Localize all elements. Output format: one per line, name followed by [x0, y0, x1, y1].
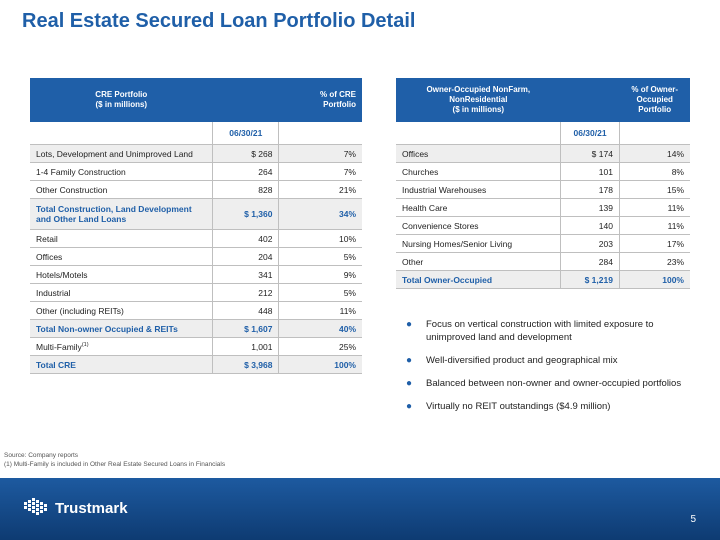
table-header	[30, 78, 362, 122]
table-row	[30, 145, 362, 163]
footnote-line: (1) Multi-Family is included in Other Real Estate Secured Loans in Financials	[4, 461, 226, 468]
row-label	[30, 145, 213, 163]
row-amount: 284	[561, 253, 620, 271]
table-row	[396, 235, 690, 253]
table-row	[30, 302, 362, 320]
date-row	[396, 122, 690, 145]
row-label	[396, 253, 561, 271]
row-label-text: Industrial	[36, 287, 71, 298]
row-percent: 25%	[279, 338, 362, 356]
row-percent: 5%	[279, 248, 362, 266]
row-percent: 7%	[279, 145, 362, 163]
row-percent: 11%	[619, 199, 690, 217]
row-label-text: Nursing Homes/Senior Living	[402, 238, 513, 249]
row-percent: 100%	[279, 356, 362, 374]
row-label	[30, 320, 213, 338]
row-percent: 11%	[279, 302, 362, 320]
row-percent: 100%	[619, 271, 690, 289]
row-label	[396, 199, 561, 217]
row-label	[30, 181, 213, 199]
table-row	[396, 217, 690, 235]
table-header	[396, 78, 690, 122]
header-pct-owner	[619, 78, 690, 122]
cre-portfolio-table	[30, 78, 362, 374]
table-row	[396, 181, 690, 199]
bullet-icon: ●	[406, 319, 413, 330]
bullet-icon: ●	[406, 401, 413, 412]
row-label-text: Convenience Stores	[402, 220, 479, 231]
date-blank	[396, 122, 561, 145]
row-amount: 1,001	[213, 338, 279, 356]
row-percent: 21%	[279, 181, 362, 199]
header-text: ($ in millions)	[95, 100, 148, 109]
row-label	[30, 338, 213, 356]
row-label-text: Offices	[402, 148, 429, 159]
row-label-text: Churches	[402, 166, 439, 177]
row-label-text: Industrial Warehouses	[402, 184, 487, 195]
row-amount: $ 1,360	[213, 199, 279, 230]
row-amount: 402	[213, 230, 279, 248]
header-text: Portfolio	[323, 100, 356, 109]
header-text: Owner-Occupied NonFarm,	[426, 85, 531, 94]
row-amount: 203	[561, 235, 620, 253]
source-note	[4, 451, 225, 469]
row-amount: 178	[561, 181, 620, 199]
row-amount: $ 1,607	[213, 320, 279, 338]
footnote-marker: (1)	[81, 341, 89, 348]
row-label	[30, 248, 213, 266]
row-amount: 264	[213, 163, 279, 181]
row-label-text: Offices	[36, 251, 63, 262]
row-label-text: Total Non-owner Occupied & REITs	[36, 323, 178, 334]
row-percent: 11%	[619, 217, 690, 235]
date-blank	[279, 122, 362, 145]
header-text: ($ in millions)	[452, 105, 505, 114]
table-row	[396, 145, 690, 163]
header-owner-occupied	[396, 78, 561, 122]
row-percent: 5%	[279, 284, 362, 302]
table-row	[30, 266, 362, 284]
table-row	[30, 320, 362, 338]
table-row	[30, 356, 362, 374]
row-label-text: Multi-Family	[36, 341, 82, 352]
bullet-text: Balanced between non-owner and owner-occupied portfolios	[426, 378, 682, 389]
row-amount: 341	[213, 266, 279, 284]
row-label	[30, 356, 213, 374]
table-row	[396, 199, 690, 217]
date-blank	[30, 122, 213, 145]
logo-text: Trustmark	[55, 499, 128, 517]
row-label	[396, 235, 561, 253]
row-label-text: 1-4 Family Construction	[36, 166, 126, 177]
row-percent: 17%	[619, 235, 690, 253]
row-percent: 34%	[279, 199, 362, 230]
header-text: % of CRE	[320, 90, 356, 99]
header-pct-cre	[279, 78, 362, 122]
date-label: 06/30/21	[561, 122, 620, 145]
owner-occupied-table	[396, 78, 690, 289]
row-label-text: Total Owner-Occupied	[402, 274, 493, 285]
page-title: Real Estate Secured Loan Portfolio Detail	[22, 10, 416, 32]
footer-bar	[0, 478, 720, 540]
row-label-text: Lots, Development and Unimproved Land	[36, 148, 193, 159]
row-amount: 448	[213, 302, 279, 320]
row-label-text: Total Construction, Land Development and Other Land Loans	[36, 204, 192, 224]
row-label-text: Other (including REITs)	[36, 305, 124, 316]
row-amount: 828	[213, 181, 279, 199]
date-label: 06/30/21	[213, 122, 279, 145]
row-amount: $ 1,219	[561, 271, 620, 289]
row-label	[30, 199, 213, 230]
company-logo	[22, 496, 128, 520]
bullet-icon: ●	[406, 378, 413, 389]
header-text: % of Owner-	[631, 85, 679, 94]
header-amount	[213, 78, 279, 122]
bullet-item	[404, 400, 694, 413]
bullet-item	[404, 318, 694, 344]
table-row	[30, 338, 362, 356]
row-label-text: Health Care	[402, 202, 448, 213]
table-row	[30, 230, 362, 248]
row-amount: $ 174	[561, 145, 620, 163]
table-row	[30, 181, 362, 199]
bullet-icon: ●	[406, 355, 413, 366]
bullet-text: Well-diversified product and geographical mix	[426, 355, 618, 366]
table-row	[30, 199, 362, 230]
row-label-text: Other Construction	[36, 184, 108, 195]
row-amount: 204	[213, 248, 279, 266]
bullet-text: Focus on vertical construction with limited exposure to unimproved land and development	[426, 319, 654, 343]
table-row	[30, 163, 362, 181]
row-percent: 40%	[279, 320, 362, 338]
row-percent: 15%	[619, 181, 690, 199]
row-percent: 9%	[279, 266, 362, 284]
header-cre-portfolio	[30, 78, 213, 122]
header-text: NonResidential	[449, 95, 508, 104]
row-label	[396, 163, 561, 181]
trustmark-logo-icon	[22, 496, 52, 520]
row-label	[30, 230, 213, 248]
row-percent: 23%	[619, 253, 690, 271]
row-amount: $ 268	[213, 145, 279, 163]
row-amount: 139	[561, 199, 620, 217]
row-amount: $ 3,968	[213, 356, 279, 374]
source-line: Source: Company reports	[4, 452, 79, 459]
row-percent: 7%	[279, 163, 362, 181]
row-label	[30, 266, 213, 284]
table-row	[396, 253, 690, 271]
row-percent: 8%	[619, 163, 690, 181]
row-percent: 14%	[619, 145, 690, 163]
header-text: Occupied	[636, 95, 673, 104]
row-label	[30, 284, 213, 302]
row-label	[30, 302, 213, 320]
row-label-text: Other	[402, 256, 424, 267]
table-row	[396, 271, 690, 289]
row-label-text: Hotels/Motels	[36, 269, 88, 280]
row-label	[30, 163, 213, 181]
date-blank	[619, 122, 690, 145]
row-amount: 101	[561, 163, 620, 181]
bullet-text: Virtually no REIT outstandings ($4.9 million)	[426, 401, 611, 412]
table-row	[30, 248, 362, 266]
header-text: CRE Portfolio	[95, 90, 148, 99]
header-amount	[561, 78, 620, 122]
page-number: 5	[690, 514, 696, 525]
bullet-item	[404, 377, 694, 390]
row-label	[396, 145, 561, 163]
row-label-text: Total CRE	[36, 359, 76, 370]
table-row	[396, 163, 690, 181]
date-row	[30, 122, 362, 145]
key-points-list	[404, 318, 694, 423]
bullet-item	[404, 354, 694, 367]
row-label	[396, 271, 561, 289]
row-amount: 212	[213, 284, 279, 302]
header-text: Portfolio	[638, 105, 672, 114]
row-label	[396, 217, 561, 235]
row-label	[396, 181, 561, 199]
row-label-text: Retail	[36, 233, 58, 244]
row-percent: 10%	[279, 230, 362, 248]
table-row	[30, 284, 362, 302]
row-amount: 140	[561, 217, 620, 235]
